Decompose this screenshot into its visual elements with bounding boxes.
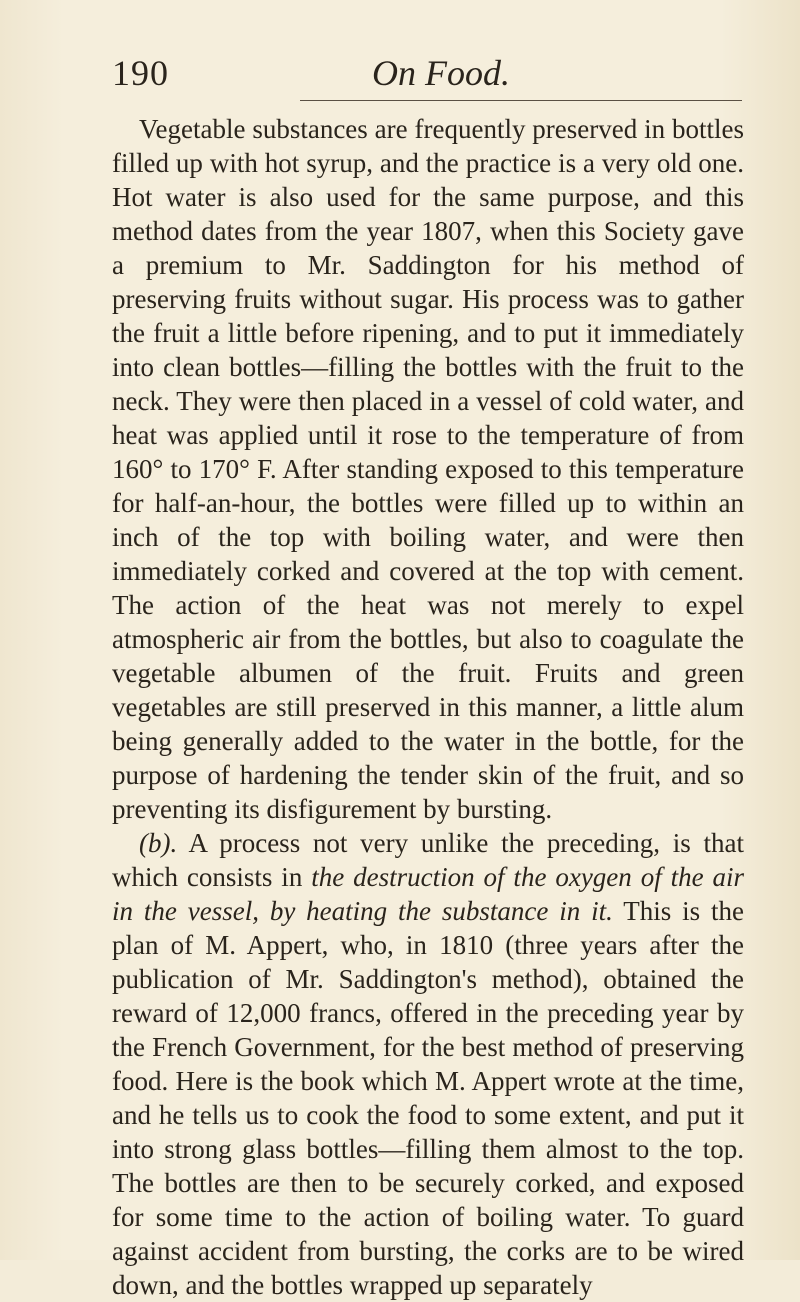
page-number: 190 xyxy=(112,53,169,93)
running-title: On Food. xyxy=(372,53,510,93)
paragraph-2-rest: This is the plan of M. Appert, who, in 1810 (three years after the publication of Mr. Saddington's method), obtained the reward of 12,000 francs, offered in the preceding year by the French Government, for the best method of preserving food. Here is the book which M. Appert wrote at the time, and he tells us to cook the food to some extent, and put it into strong glass bottles—filling them almost to the top. The bottles are then to be securely corked, and exposed for some time to the action of boiling water. To guard against accident from bursting, the corks are to be wired down, and the bottles wrapped up separately xyxy=(112,896,744,1300)
paragraph-2 xyxy=(112,826,744,1302)
header-rule xyxy=(300,100,742,101)
section-label: (b). xyxy=(139,828,178,858)
body-text xyxy=(112,112,744,1302)
paragraph-1: Vegetable substances are frequently preserved in bottles filled up with hot syrup, and the practice is a very old one. Hot water is also used for the same purpose, and this method dates from the year 1807, when this Society gave a premium to Mr. Saddington for his method of preserving fruits without sugar. His process was to gather the fruit a little before ripening, and to put it immediately into clean bottles—filling the bottles with the fruit to the neck. They were then placed in a vessel of cold water, and heat was applied until it rose to the temperature of from 160° to 170° F. After standing exposed to this temperature for half-an-hour, the bottles were filled up to within an inch of the top with boiling water, and were then immediately corked and covered at the top with cement. The action of the heat was not merely to expel atmospheric air from the bottles, but also to coagulate the vegetable albumen of the fruit. Fruits and green vegetables are still preserved in this manner, a little alum being generally added to the water in the bottle, for the purpose of hardening the tender skin of the fruit, and so preventing its disfigurement by bursting. xyxy=(112,114,744,824)
running-head xyxy=(112,52,744,102)
paragraph-2-intro: A process not very unlike the preceding, is that which consists in xyxy=(112,828,744,892)
paragraph-2-emphasis: the destruction of the oxygen of the air in the vessel, by heating the substance in it. xyxy=(112,862,745,926)
